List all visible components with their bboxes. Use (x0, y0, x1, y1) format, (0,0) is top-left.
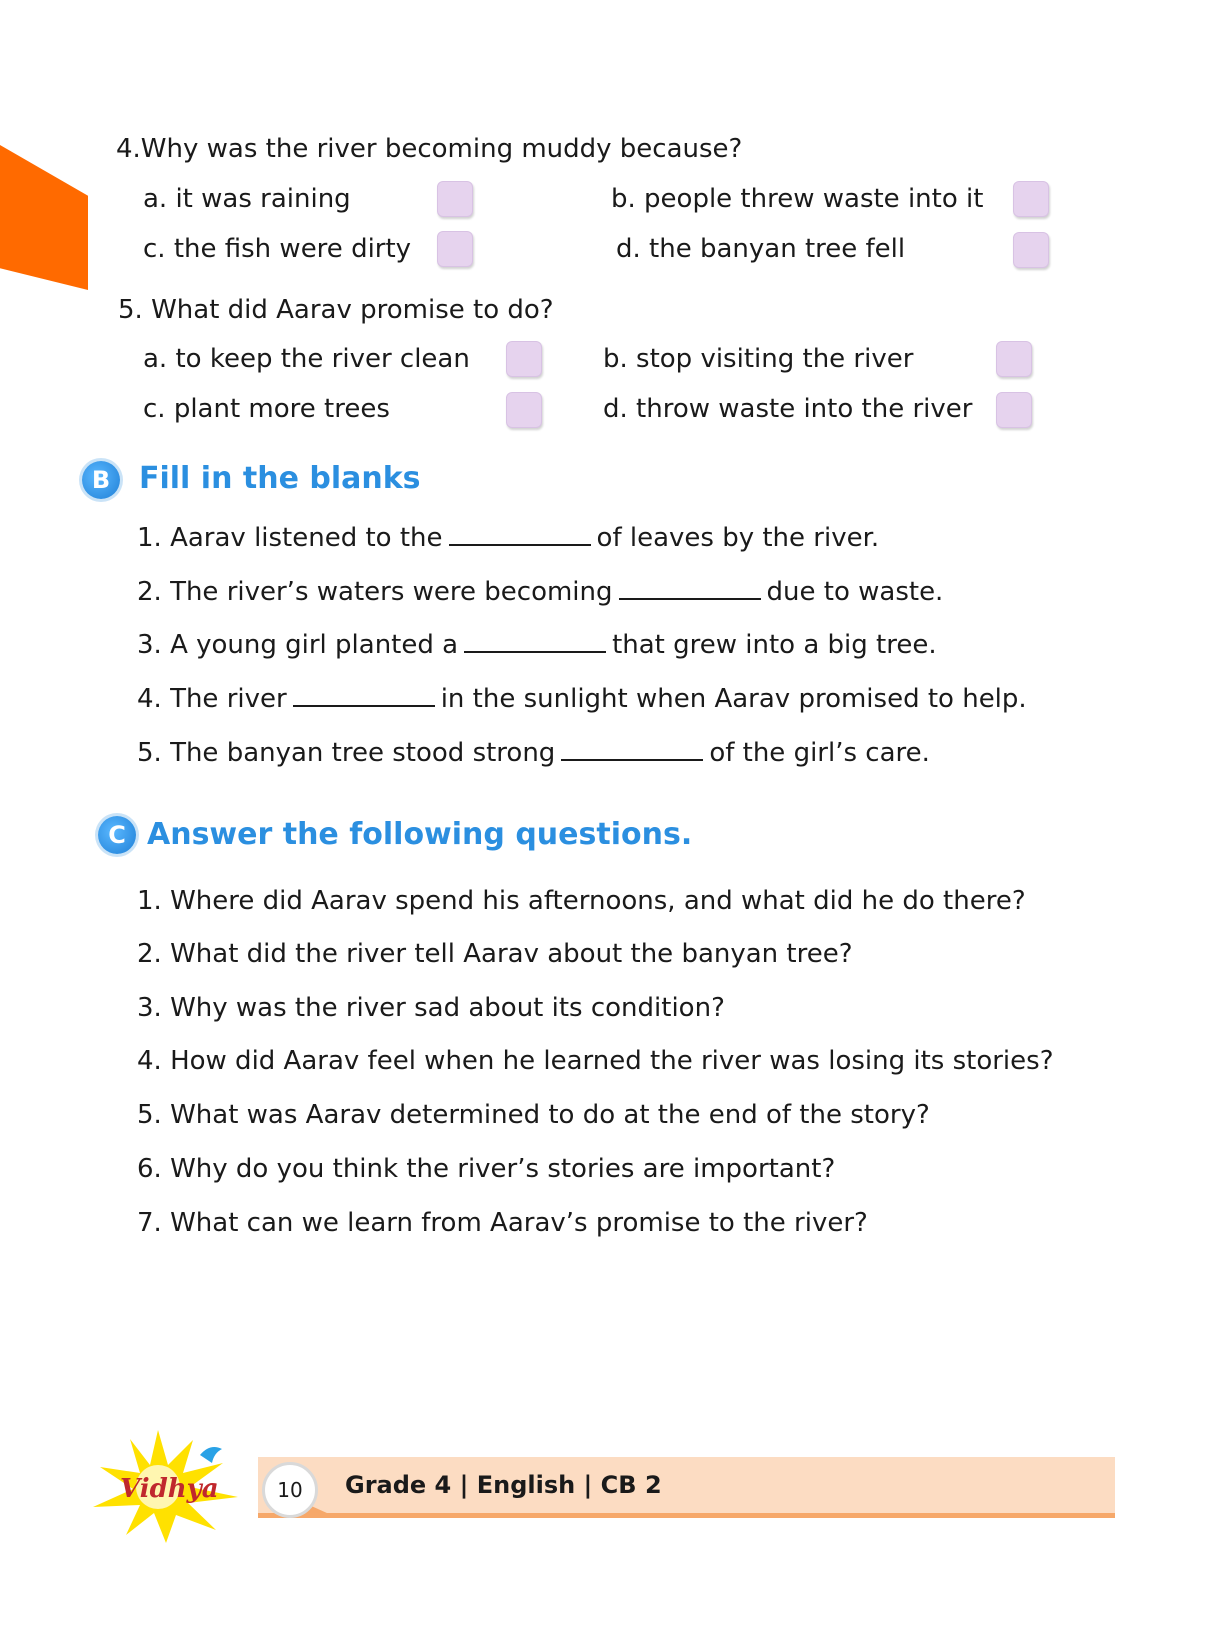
fill-blank-1 (137, 525, 879, 551)
q5-option-b-checkbox[interactable] (996, 341, 1032, 377)
logo-text: Vidhya (120, 1474, 219, 1504)
q4-option-a-checkbox[interactable] (437, 181, 473, 217)
answer-question-4: 4. How did Aarav feel when he learned the river was losing its stories? (137, 1046, 1054, 1076)
section-b-title: Fill in the blanks (139, 461, 421, 496)
answer-question-6: 6. Why do you think the river’s stories are important? (137, 1154, 836, 1184)
fill-blank-4-after: in the sunlight when Aarav promised to help. (440, 684, 1027, 714)
fill-blank-2-before: 2. The river’s waters were becoming (137, 577, 613, 607)
vidhya-logo (88, 1425, 258, 1545)
blank-line[interactable] (619, 598, 761, 600)
fill-blank-3 (137, 632, 937, 658)
q4-option-c: c. the fish were dirty (143, 234, 412, 264)
blank-line[interactable] (464, 651, 606, 653)
page-number: 10 (262, 1462, 318, 1518)
answer-question-7: 7. What can we learn from Aarav’s promise to the river? (137, 1208, 868, 1238)
q5-option-d: d. throw waste into the river (603, 394, 973, 424)
blank-line[interactable] (449, 544, 591, 546)
fill-blank-5 (137, 740, 930, 766)
q5-option-b: b. stop visiting the river (603, 344, 914, 374)
fill-blank-4-before: 4. The river (137, 684, 287, 714)
fill-blank-1-before: 1. Aarav listened to the (137, 523, 443, 553)
section-c-title: Answer the following questions. (147, 817, 693, 852)
fill-blank-4 (137, 686, 1027, 712)
fill-blank-2 (137, 579, 943, 605)
fill-blank-1-after: of leaves by the river. (596, 523, 880, 553)
q5-option-a-checkbox[interactable] (506, 341, 542, 377)
q4-option-b-checkbox[interactable] (1013, 181, 1049, 217)
q4-option-a: a. it was raining (143, 184, 351, 214)
section-b-icon: B (82, 461, 120, 499)
q4-option-d: d. the banyan tree fell (616, 234, 906, 264)
answer-question-5: 5. What was Aarav determined to do at the end of the story? (137, 1100, 930, 1130)
footer-label: Grade 4 | English | CB 2 (345, 1471, 662, 1499)
q5-option-c-checkbox[interactable] (506, 392, 542, 428)
blank-line[interactable] (293, 705, 435, 707)
fill-blank-3-after: that grew into a big tree. (612, 630, 937, 660)
orange-corner-tab (0, 145, 88, 290)
fill-blank-5-after: of the girl’s care. (709, 738, 930, 768)
q5-option-d-checkbox[interactable] (996, 392, 1032, 428)
q4-option-d-checkbox[interactable] (1013, 232, 1049, 268)
answer-question-3: 3. Why was the river sad about its condition? (137, 993, 725, 1023)
question-5: 5. What did Aarav promise to do? (118, 295, 554, 325)
answer-question-2: 2. What did the river tell Aarav about the banyan tree? (137, 939, 853, 969)
fill-blank-2-after: due to waste. (766, 577, 944, 607)
answer-question-1: 1. Where did Aarav spend his afternoons, and what did he do there? (137, 886, 1026, 916)
blank-line[interactable] (561, 759, 703, 761)
logo-bird-icon (200, 1447, 222, 1463)
fill-blank-5-before: 5. The banyan tree stood strong (137, 738, 556, 768)
section-c-icon: C (98, 816, 136, 854)
q4-option-b: b. people threw waste into it (611, 184, 984, 214)
q5-option-a: a. to keep the river clean (143, 344, 470, 374)
question-4: 4.Why was the river becoming muddy because? (116, 134, 743, 164)
fill-blank-3-before: 3. A young girl planted a (137, 630, 459, 660)
q5-option-c: c. plant more trees (143, 394, 390, 424)
q4-option-c-checkbox[interactable] (437, 231, 473, 267)
